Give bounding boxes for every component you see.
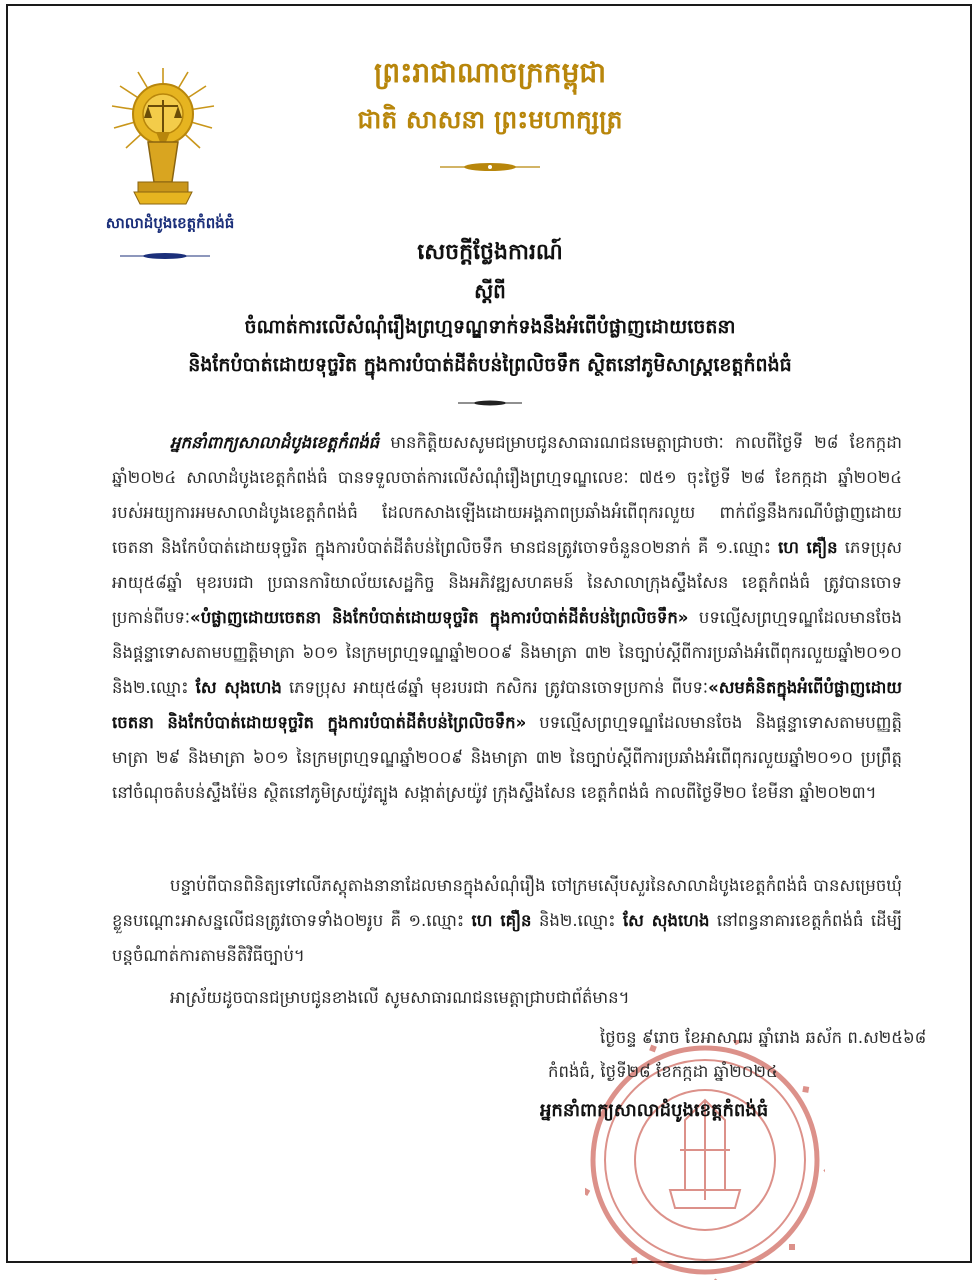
statement-subject-line2: និងកែបំបាត់ដោយទុច្ចរិត ក្នុងការបំបាត់ដីតំបន់ព្រៃលិចទឹក ស្ថិតនៅភូមិសាស្ត្រខេត្តកំពង់ធំ (188, 354, 792, 376)
signer-title: អ្នកនាំពាក្យសាលាដំបូងខេត្តកំពង់ធំ (540, 1100, 769, 1121)
lunar-date: ថ្ងៃចន្ទ ៩រោច ខែអាសាឍ ឆ្នាំរោង ឆស័ក ព.ស២៥៦៨ (600, 1028, 927, 1047)
court-emblem-icon (108, 62, 218, 212)
solar-date: កំពង់ធំ, ថ្ងៃទី២៨ ខែកក្កដា ឆ្នាំ២០២៤ (548, 1062, 778, 1081)
p1-text-2: ភេទប្រុស អាយុ៥៨ឆ្នាំ មុខរបរជា ប្រធានការិយាល័យសេដ្ឋកិច្ច និងអភិវឌ្ឍសហគមន៍ នៃសាលាក្រុងស្ទឹងសែន ខេត្តកំពង់ធំ ត្រូវបានចោទប្រកាន់ពីបទៈ (112, 538, 903, 627)
paragraph-closing: អាស្រ័យដូចបានជម្រាបជូនខាងលើ សូមសាធារណជនមេត្តាជ្រាបជាព័ត៌មាន។ (170, 988, 630, 1007)
p1-text-5: បទល្មើសព្រហ្មទណ្ឌដែលមានចែង និងផ្តន្ទាទោសតាមបញ្ញត្តិមាត្រា ២៩ និងមាត្រា ៦០១ នៃក្រមព្រហ្មទណ្ឌឆ្នាំ២០០៩ និងមាត្រា ៣២ នៃច្បាប់ស្តីពីការប្រឆាំងអំពើពុករលួយឆ្នាំ២០១០ ប្រព្រឹត្តនៅចំណុចតំបន់ស្ទឹងម៉ែន ស្ថិតនៅភូមិស្រយ៉ូវត្បូង សង្កាត់ស្រយ៉ូវ ក្រុងស្ទឹងសែន ខេត្តកំពង់ធំ កាលពីថ្ងៃទី២០ ខែមីនា ឆ្នាំ២០២៣។ (112, 713, 902, 802)
charge-2: «សមគំនិតក្នុងអំពើបំផ្លាញដោយចេតនា និងកែបំបាត់ដោយទុច្ចរិត ក្នុងការបំបាត់ដីតំបន់ព្រៃលិចទឹក» (112, 678, 903, 732)
p2-text-1: បន្ទាប់ពីបានពិនិត្យទៅលើភស្តុតាងនានាដែលមានក្នុងសំណុំរឿង ចៅក្រមស៊ើបសួរនៃសាលាដំបូងខេត្តកំពង់ធំ បានសម្រេចឃុំខ្លួនបណ្តោះអាសន្នលើជនត្រូវចោទទាំង០២រូប គឺ ១.ឈ្មោះ (112, 876, 902, 930)
motto-kingdom: ព្រះរាជាណាចក្រកម្ពុជា (373, 56, 606, 89)
court-name: សាលាដំបូងខេត្តកំពង់ធំ (105, 214, 235, 232)
motto-divider (440, 160, 540, 174)
statement-subject-line1: ចំណាត់ការលើសំណុំរឿងព្រហ្មទណ្ឌទាក់ទងនឹងអំពើបំផ្លាញដោយចេតនា (244, 316, 736, 338)
p2-accused-name-2: សែ សុងហេង (622, 911, 710, 930)
motto-nation-religion-king: ជាតិ សាសនា ព្រះមហាក្សត្រ (357, 105, 623, 134)
title-divider (458, 398, 522, 408)
accused-name-1: ហេ គឿន (778, 538, 838, 557)
p2-text-3: នៅពន្ធនាគារខេត្តកំពង់ធំ ដើម្បីបន្តចំណាត់ការតាមនីតិវិធីច្បាប់។ (112, 911, 903, 965)
statement-subject-label: ស្តីពី (474, 279, 506, 303)
charge-1: «បំផ្លាញដោយចេតនា និងកែបំបាត់ដោយទុច្ចរិត ក្នុងការបំបាត់ដីតំបន់ព្រៃលិចទឹក» (190, 608, 689, 627)
spokesperson-lead: អ្នកនាំពាក្យសាលាដំបូងខេត្តកំពង់ធំ (170, 433, 380, 452)
paragraph-detention (112, 868, 902, 973)
statement-title: សេចក្តីថ្លែងការណ៍ (417, 240, 563, 265)
p1-text-1: មានកិត្តិយសសូមជម្រាបជូនសាធារណជនមេត្តាជ្រាបថាៈ កាលពីថ្ងៃទី ២៨ ខែកក្កដា ឆ្នាំ២០២៤ សាលាដំបូងខេត្តកំពង់ធំ បានទទួលចាត់ការលើសំណុំរឿងព្រហ្មទណ្ឌលេខៈ ៧៥១ ចុះថ្ងៃទី ២៨ ខែកក្កដា ឆ្នាំ២០២៤ របស់អយ្យការអមសាលាដំបូងខេត្តកំពង់ធំ ដែលកសាងឡើងដោយអង្គភាពប្រឆាំងអំពើពុករលួយ ពាក់ព័ន្ធនឹងករណីបំផ្លាញដោយចេតនា និងកែបំបាត់ដោយទុច្ចរិត ក្នុងការបំបាត់ដីតំបន់ព្រៃលិចទឹក មានជនត្រូវចោទចំនួន០២នាក់ គឺ ១.ឈ្មោះ (112, 433, 902, 557)
p1-text-3: បទល្មើសព្រហ្មទណ្ឌដែលមានចែង និងផ្តន្ទាទោសតាមបញ្ញត្តិមាត្រា ៦០១ នៃក្រមព្រហ្មទណ្ឌឆ្នាំ២០០៩ និងមាត្រា ៣២ នៃច្បាប់ស្តីពីការប្រឆាំងអំពើពុករលួយឆ្នាំ២០១០ និង២.ឈ្មោះ (112, 608, 902, 697)
p1-text-4: ភេទប្រុស អាយុ៥៨ឆ្នាំ មុខរបរជា កសិករ ត្រូវបានចោទប្រកាន់ ពីបទៈ (281, 678, 709, 697)
paragraph-announcement (112, 425, 902, 810)
p2-text-2: និង២.ឈ្មោះ (531, 911, 623, 930)
accused-name-2: សែ សុងហេង (195, 678, 282, 697)
p2-accused-name-1: ហេ គឿន (471, 911, 532, 930)
